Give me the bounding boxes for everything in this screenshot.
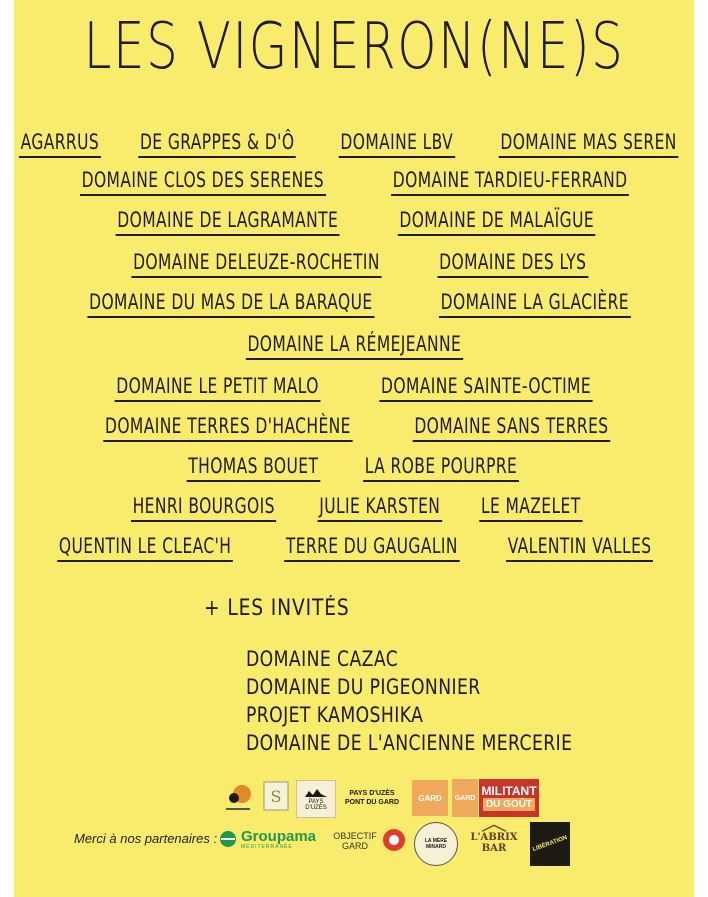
winemaker-row (0, 290, 708, 318)
gard-text: GARD (418, 793, 442, 803)
winemaker-row (0, 414, 708, 442)
winemaker-name: LA ROBE POURPRE (363, 454, 519, 482)
winemaker-name: AGARRUS (19, 130, 101, 158)
abrix-text: L'ABRIX BAR (470, 832, 518, 854)
invite-item: DOMAINE DE L'ANCIENNE MERCERIE (246, 731, 573, 755)
winemaker-name: DOMAINE MAS SEREN (499, 130, 679, 158)
winemaker-name: DOMAINE LA GLACIÈRE (439, 290, 631, 318)
pays-uzes-text: PAYS D'UZÈS (305, 799, 327, 811)
mere-minard-text: LA MÈRE MINARD (424, 838, 448, 850)
du-gout-text: DU GOÛT (483, 798, 535, 811)
winemaker-name: DOMAINE LBV (338, 130, 454, 158)
gard-logo (412, 780, 448, 816)
winemaker-row (0, 454, 708, 482)
winemaker-name: DOMAINE TARDIEU-FERRAND (391, 168, 629, 196)
winemaker-name: DOMAINE CLOS DES SERENES (80, 168, 326, 196)
winemaker-name: JULIE KARSTEN (318, 494, 442, 522)
winemaker-row (0, 534, 708, 562)
winemaker-name: DOMAINE TERRES D'HACHÈNE (103, 414, 352, 442)
winemaker-name: DOMAINE DE LAGRAMANTE (115, 208, 339, 236)
winemaker-name: QUENTIN LE CLEAC'H (58, 534, 234, 562)
invite-item: DOMAINE DU PIGEONNIER (246, 675, 481, 699)
winemaker-name: DOMAINE DELEUZE-ROCHETIN (131, 250, 381, 278)
winemaker-name: DOMAINE LE PETIT MALO (115, 374, 321, 402)
abrix-bar-logo (462, 824, 526, 854)
page-title: LES VIGNERON(NE)S (83, 10, 625, 84)
pays-uzes-logo (296, 780, 336, 818)
winemaker-name: THOMAS BOUET (186, 454, 319, 482)
winemaker-name: DOMAINE LA RÉMEJEANNE (246, 332, 463, 360)
mere-minard-logo (414, 822, 458, 866)
invite-item: DOMAINE CAZAC (246, 647, 399, 671)
conseil-departemental-logo (220, 780, 256, 814)
winemaker-row (0, 250, 708, 278)
pays-uzes-pont-text: PAYS D'UZÈS PONT DU GARD (344, 790, 400, 806)
svg-text:S: S (270, 787, 282, 806)
invites-heading: + LES INVITÉS (204, 596, 350, 621)
groupama-logo (218, 826, 328, 852)
winemaker-name: LE MAZELET (479, 494, 582, 522)
liberation-logo (530, 822, 570, 866)
pays-uzes-pont-du-gard-logo (342, 780, 402, 816)
liberation-text: LIBÉRATION (531, 834, 569, 854)
objectif-gard-text: GARD (341, 841, 368, 851)
abrix-roof-icon (474, 824, 514, 832)
militant-text: MILITANT (481, 784, 537, 798)
invite-item: PROJET KAMOSHIKA (246, 703, 424, 727)
winemaker-row (0, 168, 708, 196)
groupama-sub-text: MÉDITERRANÉE (241, 843, 293, 850)
winemaker-row (0, 130, 708, 158)
winemaker-name: DOMAINE SANS TERRES (413, 414, 611, 442)
militant-du-gout-logo (479, 779, 539, 817)
winemaker-name: DOMAINE DE MALAÏGUE (398, 208, 596, 236)
winemaker-name: DOMAINE DU MAS DE LA BARAQUE (88, 290, 375, 318)
gard-logo-2 (452, 779, 478, 817)
objectif-text: OBJECTIF (333, 831, 377, 841)
winemaker-name: DOMAINE DES LYS (437, 250, 587, 278)
objectif-gard-logo (332, 828, 378, 854)
objectif-circle-icon (382, 828, 406, 852)
saint-quentin-logo (262, 780, 290, 814)
gard-text-2: GARD (454, 794, 476, 802)
groupama-text: Groupama (241, 827, 317, 845)
winemaker-row (0, 332, 708, 360)
groupama-icon (218, 829, 238, 849)
winemaker-row (0, 374, 708, 402)
winemaker-name: TERRE DU GAUGALIN (284, 534, 459, 562)
winemaker-name: HENRI BOURGOIS (131, 494, 277, 522)
winemaker-row (0, 208, 708, 236)
winemaker-name: DOMAINE SAINTE-OCTIME (379, 374, 592, 402)
partners-label: Merci à nos partenaires : (74, 831, 218, 846)
winemaker-row (0, 494, 708, 522)
winemaker-name: VALENTIN VALLES (506, 534, 653, 562)
winemaker-name: DE GRAPPES & D'Ô (139, 130, 297, 158)
